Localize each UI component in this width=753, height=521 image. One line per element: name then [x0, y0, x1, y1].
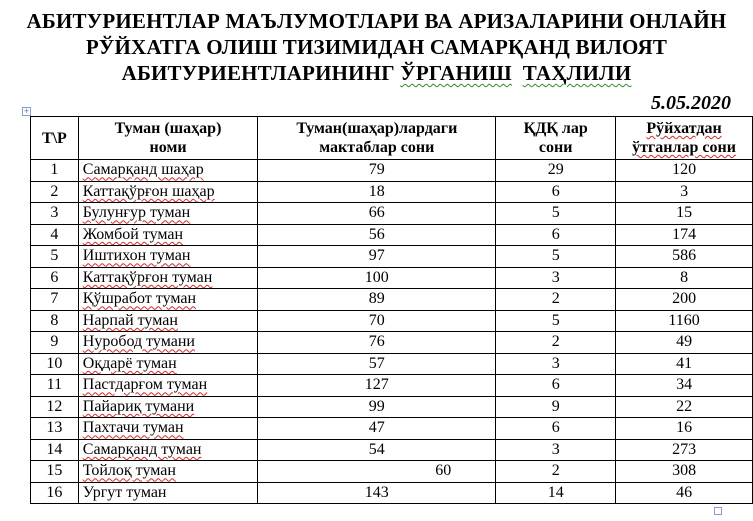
- cell-name-text: Нуробод тумани: [82, 333, 195, 351]
- cell-registered: 46: [616, 482, 753, 504]
- cell-num: 2: [31, 181, 79, 203]
- cell-kdk: 2: [496, 461, 616, 483]
- document-title: [0, 8, 753, 86]
- table-row: [31, 310, 753, 332]
- cell-schools: 89: [258, 289, 496, 311]
- cell-num: 6: [31, 267, 79, 289]
- cell-kdk: 29: [496, 160, 616, 182]
- header-schools-line1: Туман(шаҳар)лардаги: [296, 120, 458, 137]
- cell-name: [78, 439, 258, 461]
- cell-registered: 8: [616, 267, 753, 289]
- cell-name-text: Иштихон туман: [82, 247, 191, 265]
- cell-schools: 57: [258, 353, 496, 375]
- table-row: [31, 396, 753, 418]
- cell-schools: 143: [258, 482, 496, 504]
- cell-registered: 273: [616, 439, 753, 461]
- table-row: [31, 482, 753, 504]
- cell-name: [78, 289, 258, 311]
- cell-kdk: 2: [496, 289, 616, 311]
- cell-kdk: 3: [496, 267, 616, 289]
- table-row: [31, 224, 753, 246]
- cell-name: [78, 224, 258, 246]
- header-kdk-line2: сони: [538, 139, 573, 156]
- cell-name-text: Жомбой туман: [82, 225, 184, 243]
- cell-name: [78, 310, 258, 332]
- cell-num: 7: [31, 289, 79, 311]
- table-header-row: [31, 117, 753, 160]
- cell-name: [78, 332, 258, 354]
- cell-schools: 79: [258, 160, 496, 182]
- table-row: [31, 267, 753, 289]
- cell-name: [78, 375, 258, 397]
- cell-name: [78, 246, 258, 268]
- cell-name-text: Самарқанд туман: [82, 440, 202, 458]
- cell-name: [78, 418, 258, 440]
- table-row: [31, 353, 753, 375]
- header-name: [78, 117, 258, 160]
- cell-name-text: Каттақўрғон туман: [82, 268, 213, 286]
- cell-name-text: Нарпай туман: [82, 311, 178, 329]
- cell-registered: 174: [616, 224, 753, 246]
- cell-kdk: 5: [496, 310, 616, 332]
- cell-kdk: 6: [496, 181, 616, 203]
- cell-name-text: Пастдарғом туман: [82, 376, 208, 394]
- header-kdk: [496, 117, 616, 160]
- cell-num: 14: [31, 439, 79, 461]
- cell-name-text: Оқдарё туман: [82, 354, 177, 372]
- cell-name-text: Каттақўрғон шаҳар: [82, 182, 215, 200]
- header-registered: [616, 117, 753, 160]
- cell-kdk: 9: [496, 396, 616, 418]
- cell-name: [78, 267, 258, 289]
- table-row: [31, 375, 753, 397]
- table-row: [31, 461, 753, 483]
- header-reg-line2: ўтганлар сони: [632, 139, 736, 156]
- cell-schools: 70: [258, 310, 496, 332]
- header-num: [31, 117, 79, 160]
- header-name-line2: номи: [149, 139, 187, 156]
- cell-schools: 56: [258, 224, 496, 246]
- cell-registered: 49: [616, 332, 753, 354]
- cell-num: 5: [31, 246, 79, 268]
- header-schools-line2: мактаблар сони: [319, 139, 435, 156]
- cell-schools: 100: [258, 267, 496, 289]
- cell-registered: 308: [616, 461, 753, 483]
- cell-name: [78, 396, 258, 418]
- cell-registered: 41: [616, 353, 753, 375]
- cell-registered: 1160: [616, 310, 753, 332]
- cell-name: [78, 181, 258, 203]
- cell-name-text: Қўшработ туман: [82, 290, 197, 308]
- cell-registered: 15: [616, 203, 753, 225]
- header-num-label: Т\Р: [41, 129, 67, 147]
- header-kdk-line1: ҚДҚ лар: [523, 120, 588, 137]
- cell-num: 8: [31, 310, 79, 332]
- cell-schools: 66: [258, 203, 496, 225]
- table-row: [31, 418, 753, 440]
- header-name-line1: Туман (шаҳар): [114, 120, 222, 137]
- cell-kdk: 3: [496, 353, 616, 375]
- table-row: [31, 332, 753, 354]
- table-row: [31, 203, 753, 225]
- cell-schools: 54: [258, 439, 496, 461]
- cell-name-text: Булунғур туман: [82, 204, 191, 222]
- cell-kdk: 14: [496, 482, 616, 504]
- title-line-3-part-c: ТАҲЛИЛИ: [522, 61, 632, 85]
- cell-num: 3: [31, 203, 79, 225]
- table-row: [31, 246, 753, 268]
- cell-num: 13: [31, 418, 79, 440]
- cell-num: 11: [31, 375, 79, 397]
- cell-num: 15: [31, 461, 79, 483]
- cell-name-text: Пайариқ тумани: [82, 397, 195, 415]
- cell-schools: 76: [258, 332, 496, 354]
- cell-name-text: Самарқанд шаҳар: [82, 161, 204, 179]
- cell-schools: 60: [258, 461, 496, 483]
- cell-schools: 18: [258, 181, 496, 203]
- cell-name: [78, 461, 258, 483]
- cell-registered: 34: [616, 375, 753, 397]
- title-line-3-part-a: АБИТУРИЕНТЛАРИНИНГ: [121, 61, 401, 85]
- applicants-table: [30, 116, 753, 504]
- cell-kdk: 2: [496, 332, 616, 354]
- cell-num: 4: [31, 224, 79, 246]
- title-line-3: [0, 60, 753, 86]
- header-schools: [258, 117, 496, 160]
- cell-num: 16: [31, 482, 79, 504]
- table-resize-handle-icon[interactable]: [714, 507, 722, 515]
- cell-schools: 99: [258, 396, 496, 418]
- cell-name: [78, 160, 258, 182]
- title-line-1: АБИТУРИЕНТЛАР МАЪЛУМОТЛАРИ ВА АРИЗАЛАРИНИ ОНЛАЙН: [26, 9, 727, 33]
- cell-name-text: Пахтачи туман: [82, 419, 184, 437]
- cell-registered: 22: [616, 396, 753, 418]
- header-reg-line1: Рўйхатдан: [646, 120, 722, 137]
- table-row: [31, 289, 753, 311]
- cell-num: 10: [31, 353, 79, 375]
- cell-registered: 120: [616, 160, 753, 182]
- cell-kdk: 5: [496, 203, 616, 225]
- cell-registered: 3: [616, 181, 753, 203]
- cell-name-text: Тойлоқ туман: [82, 462, 176, 480]
- cell-kdk: 6: [496, 224, 616, 246]
- title-line-2: РЎЙХАТГА ОЛИШ ТИЗИМИДАН САМАРҚАНД ВИЛОЯТ: [85, 35, 668, 59]
- table-row: [31, 439, 753, 461]
- cell-kdk: 6: [496, 375, 616, 397]
- cell-kdk: 5: [496, 246, 616, 268]
- cell-schools: 97: [258, 246, 496, 268]
- cell-kdk: 6: [496, 418, 616, 440]
- cell-name: [78, 353, 258, 375]
- cell-kdk: 3: [496, 439, 616, 461]
- cell-registered: 16: [616, 418, 753, 440]
- table-row: [31, 160, 753, 182]
- move-handle-icon[interactable]: +: [23, 107, 30, 115]
- title-line-3-part-b: ЎРГАНИШ: [400, 61, 512, 85]
- cell-registered: 586: [616, 246, 753, 268]
- cell-num: 12: [31, 396, 79, 418]
- table-row: [31, 181, 753, 203]
- cell-schools: 47: [258, 418, 496, 440]
- report-date: 5.05.2020: [651, 92, 731, 114]
- cell-name: [78, 203, 258, 225]
- cell-num: 1: [31, 160, 79, 182]
- cell-schools: 127: [258, 375, 496, 397]
- cell-num: 9: [31, 332, 79, 354]
- cell-name-text: Ургут туман: [82, 483, 167, 501]
- cell-registered: 200: [616, 289, 753, 311]
- cell-name: [78, 482, 258, 504]
